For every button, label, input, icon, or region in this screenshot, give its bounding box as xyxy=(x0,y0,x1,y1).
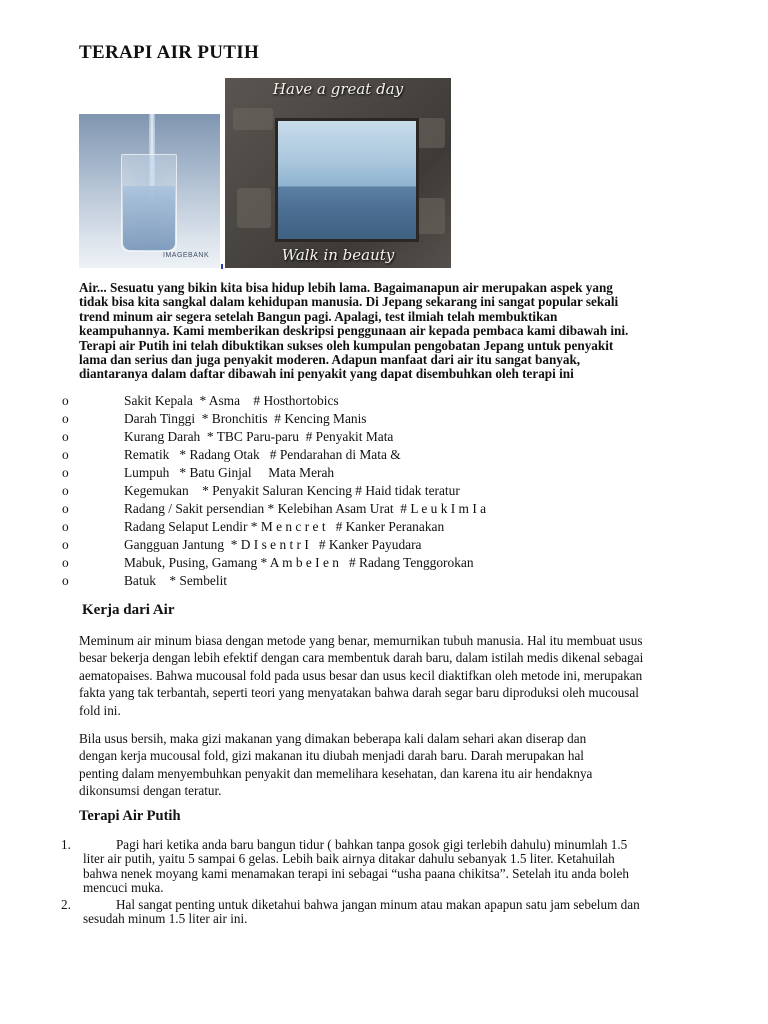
intro-line: Air... Sesuatu yang bikin kita bisa hidup lebih lama. Bagaimanapun air merupakan aspek yang xyxy=(79,280,613,295)
bullet: o xyxy=(62,429,69,444)
list-item-text: Gangguan Jantung * D I s e n t r I # Kanker Payudara xyxy=(124,537,422,552)
window-bottom-caption: Walk in beauty xyxy=(281,246,395,264)
bullet: o xyxy=(62,537,69,552)
kerja-paragraph-2 xyxy=(79,730,729,800)
step-line: mencuci muka. xyxy=(83,879,164,895)
step-line: sesudah minum 1.5 liter air ini. xyxy=(83,911,248,927)
bullet: o xyxy=(62,519,69,534)
bullet: o xyxy=(62,573,69,588)
step-number: 1. xyxy=(61,837,71,852)
paragraph-line: penting dalam menyembuhkan penyakit dan memelihara kesehatan, dan karena itu air hendaknya xyxy=(79,765,593,781)
paragraph-line: fakta yang tak terbantah, seperti teori yang menyatakan bahwa darah segar baru diproduksi oleh mucousal xyxy=(79,685,639,701)
list-item-text: Batuk * Sembelit xyxy=(124,573,228,588)
step-line: liter air putih, yaitu 5 sampai 6 gelas. Lebih baik airnya ditakar dahulu sebanyak 1.5 liter. Ketahuilah xyxy=(83,851,615,867)
paragraph-line: dikonsumsi dengan teratur. xyxy=(79,783,222,799)
section-heading-kerja: Kerja dari Air xyxy=(82,602,175,618)
paragraph-line: fold ini. xyxy=(79,702,121,718)
list-item-text: Kurang Darah * TBC Paru-paru # Penyakit Mata xyxy=(124,429,394,444)
intro-line: Terapi air Putih ini telah dibuktikan sukses oleh kumpulan pengobatan Jepang untuk penyakit xyxy=(79,337,614,353)
list-item-text: Rematik * Radang Otak # Pendarahan di Mata & xyxy=(124,447,401,462)
step-2-text xyxy=(83,898,733,927)
list-item-text: Lumpuh * Batu Ginjal Mata Merah xyxy=(124,465,335,480)
intro-line: keampuhannya. Kami memberikan deskripsi penggunaan air kepada pembaca kami dibawah ini. xyxy=(79,323,629,339)
bullet: o xyxy=(62,393,69,408)
step-line: Hal sangat penting untuk diketahui bahwa jangan minum atau makan apapun satu jam sebelum dan xyxy=(83,897,640,912)
stone-window-image xyxy=(225,78,451,268)
intro-line: trend minum air segera setelah Bangun pagi. Apalagi, test ilmiah telah membuktikan xyxy=(79,308,558,324)
section-heading-terapi: Terapi Air Putih xyxy=(79,808,181,824)
paragraph-line: besar bekerja dengan lebih efektif dengan cara membentuk darah baru, dalam istilah medis dikenal sebagai xyxy=(79,650,644,666)
bullet: o xyxy=(62,411,69,426)
list-item-text: Darah Tinggi * Bronchitis # Kencing Manis xyxy=(124,411,367,426)
stone-block xyxy=(415,118,445,148)
intro-paragraph xyxy=(79,281,719,382)
step-number: 2. xyxy=(61,897,71,912)
water-glass-image xyxy=(79,114,220,268)
paragraph-line: Bila usus bersih, maka gizi makanan yang dimakan beberapa kali dalam sehari akan diserap dan xyxy=(79,731,587,746)
kerja-paragraph-1 xyxy=(79,632,729,719)
window-top-caption: Have a great day xyxy=(272,80,404,98)
stone-block xyxy=(233,108,273,130)
paragraph-line: dengan kerja mucousal fold, gizi makanan itu diubah menjadi darah baru. Darah merupakan hal xyxy=(79,748,584,764)
glass-shape xyxy=(121,154,177,252)
link-underline-mark xyxy=(221,264,223,269)
list-item-text: Mabuk, Pusing, Gamang * A m b e I e n # Radang Tenggorokan xyxy=(124,555,474,570)
list-item-text: Sakit Kepala * Asma # Hosthortobics xyxy=(124,393,339,408)
paragraph-line: aematopaises. Bahwa mucousal fold pada usus besar dan usus kecil diaktifkan oleh metode ini, merupakan xyxy=(79,667,643,683)
bullet: o xyxy=(62,447,69,462)
image-watermark: IMAGEBANK xyxy=(163,252,210,259)
bullet: o xyxy=(62,465,69,480)
bullet: o xyxy=(62,501,69,516)
page-title: TERAPI AIR PUTIH xyxy=(79,42,260,63)
bullet: o xyxy=(62,555,69,570)
paragraph-line: Meminum air minum biasa dengan metode yang benar, memurnikan tubuh manusia. Hal itu membuat usus xyxy=(79,633,643,648)
stone-block xyxy=(237,188,271,228)
glass-water xyxy=(123,186,175,250)
step-1-text xyxy=(83,838,733,895)
intro-line: lama dan serius dan juga penyakit moderen. Adapun manfaat dari air itu sangat banyak, xyxy=(79,352,581,368)
intro-line: tidak bisa kita sangkal dalam kehidupan manusia. Di Jepang sekarang ini sangat popular sekali xyxy=(79,294,619,310)
intro-line: diantaranya dalam daftar dibawah ini penyakit yang dapat disembuhkan oleh terapi ini xyxy=(79,366,574,382)
stone-block xyxy=(417,198,445,234)
bullet: o xyxy=(62,483,69,498)
list-item-text: Radang Selaput Lendir * M e n c r e t # Kanker Peranakan xyxy=(124,519,445,534)
sea-view xyxy=(275,118,419,242)
step-line: bahwa nenek moyang kami menamakan terapi ini sebagai “usha paana chikitsa”. Setelah itu anda boleh xyxy=(83,865,629,881)
list-item-text: Kegemukan * Penyakit Saluran Kencing # Haid tidak teratur xyxy=(124,483,460,498)
step-line: Pagi hari ketika anda baru bangun tidur ( bahkan tanpa gosok gigi terlebih dahulu) minumlah 1.5 xyxy=(83,837,628,852)
list-item-text: Radang / Sakit persendian * Kelebihan Asam Urat # L e u k I m I a xyxy=(124,501,487,516)
